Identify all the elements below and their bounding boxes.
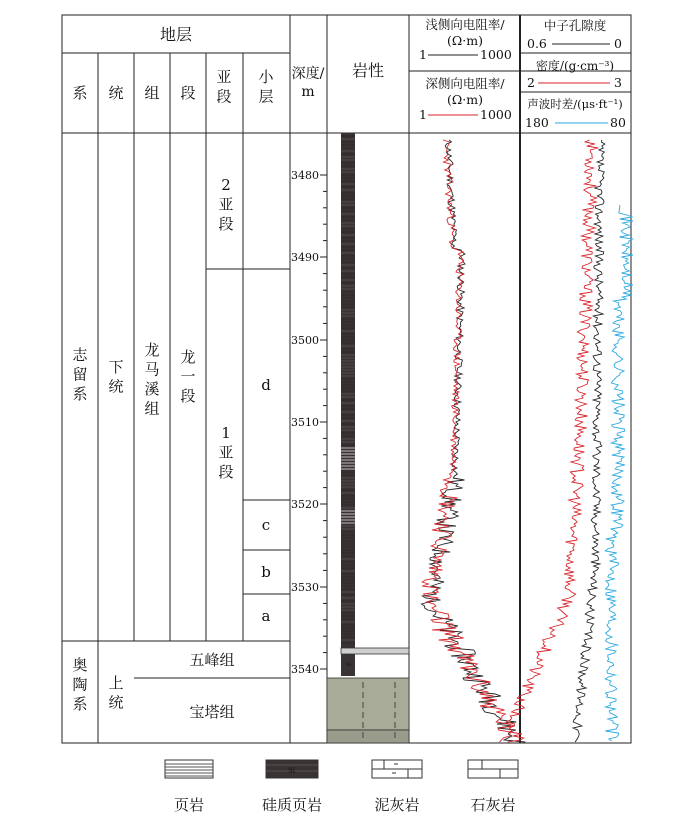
density-max: 3 (614, 75, 622, 90)
series-header: 统 (108, 84, 124, 102)
depth-tick-label: 3540 (291, 663, 319, 676)
shallow-res-max: 1000 (480, 47, 512, 62)
submember-header: 亚段 (216, 68, 232, 106)
density-min: 2 (527, 75, 535, 90)
deep-res-title: 深侧向电阻率/ (425, 76, 505, 91)
depth-tick-label: 3510 (291, 416, 319, 429)
layer-c: c (261, 516, 271, 534)
depth-tick-label: 3520 (291, 498, 319, 511)
legend-marl-label: 泥灰岩 (374, 796, 420, 814)
deep-res-min: 1 (419, 107, 427, 122)
deep-res-unit: (Ω·m) (447, 92, 483, 107)
lithology-column (327, 133, 409, 743)
depth-axis (291, 169, 327, 676)
sonic-max: 80 (610, 115, 626, 130)
deep-res-curve (422, 140, 524, 742)
system-ordovician: 奥陶系 (72, 656, 88, 713)
thin-bed-light (341, 648, 409, 654)
legend-si-marker: Si (288, 767, 296, 775)
layer-a: a (261, 607, 271, 625)
series-lower: 下统 (108, 358, 124, 396)
limestone-bed-lower (327, 730, 409, 743)
shallow-res-curve (422, 140, 526, 742)
stratum-header: 地层 (159, 25, 193, 44)
legend-limestone (428, 760, 558, 815)
deep-res-max: 1000 (480, 107, 512, 122)
legend-shale-label: 页岩 (173, 796, 204, 814)
depth-tick-label: 3530 (291, 581, 319, 594)
depth-tick-label: 3480 (291, 169, 319, 182)
member-long1: 龙一段 (180, 348, 196, 405)
shallow-res-title: 浅侧向电阻率/ (425, 17, 505, 32)
shallow-res-min: 1 (419, 47, 427, 62)
depth-tick-label: 3490 (291, 251, 319, 264)
sonic-min: 180 (525, 115, 549, 130)
log-curves (422, 140, 634, 742)
group-header: 组 (144, 84, 160, 102)
layer-d: d (261, 376, 271, 394)
lithology-header: 岩性 (351, 61, 385, 80)
neutron-title: 中子孔隙度 (543, 18, 607, 33)
member-header: 段 (180, 84, 196, 102)
sonic-title: 声波时差/(μs·ft⁻¹) (527, 97, 623, 111)
layer-b: b (261, 563, 271, 581)
depth-tick-label: 3500 (291, 334, 319, 347)
wufeng-formation: 五峰组 (189, 651, 235, 669)
submember-1: 1 亚段 (218, 424, 234, 481)
series-upper: 上统 (108, 674, 124, 712)
system-silurian: 志留系 (72, 346, 88, 403)
group-longmaxi: 龙马溪组 (144, 341, 160, 418)
system-header: 系 (72, 84, 88, 102)
baota-formation: 宝塔组 (189, 703, 235, 721)
sonic-curve (605, 205, 633, 741)
legend-limestone-label: 石灰岩 (470, 796, 516, 814)
neutron-min: 0.6 (527, 36, 547, 51)
limestone-bed (327, 678, 409, 730)
layer-header: 小层 (258, 68, 274, 106)
shallow-res-unit: (Ω·m) (447, 33, 483, 48)
si-marker-column: Si (346, 662, 352, 668)
legend-siliceous-shale-label: 硅质页岩 (261, 796, 322, 814)
depth-header: 深度/ m (291, 66, 325, 101)
density-title: 密度/(g·cm⁻³) (535, 59, 615, 73)
neutron-max: 0 (614, 36, 622, 51)
submember-2: 2 亚段 (218, 176, 234, 233)
